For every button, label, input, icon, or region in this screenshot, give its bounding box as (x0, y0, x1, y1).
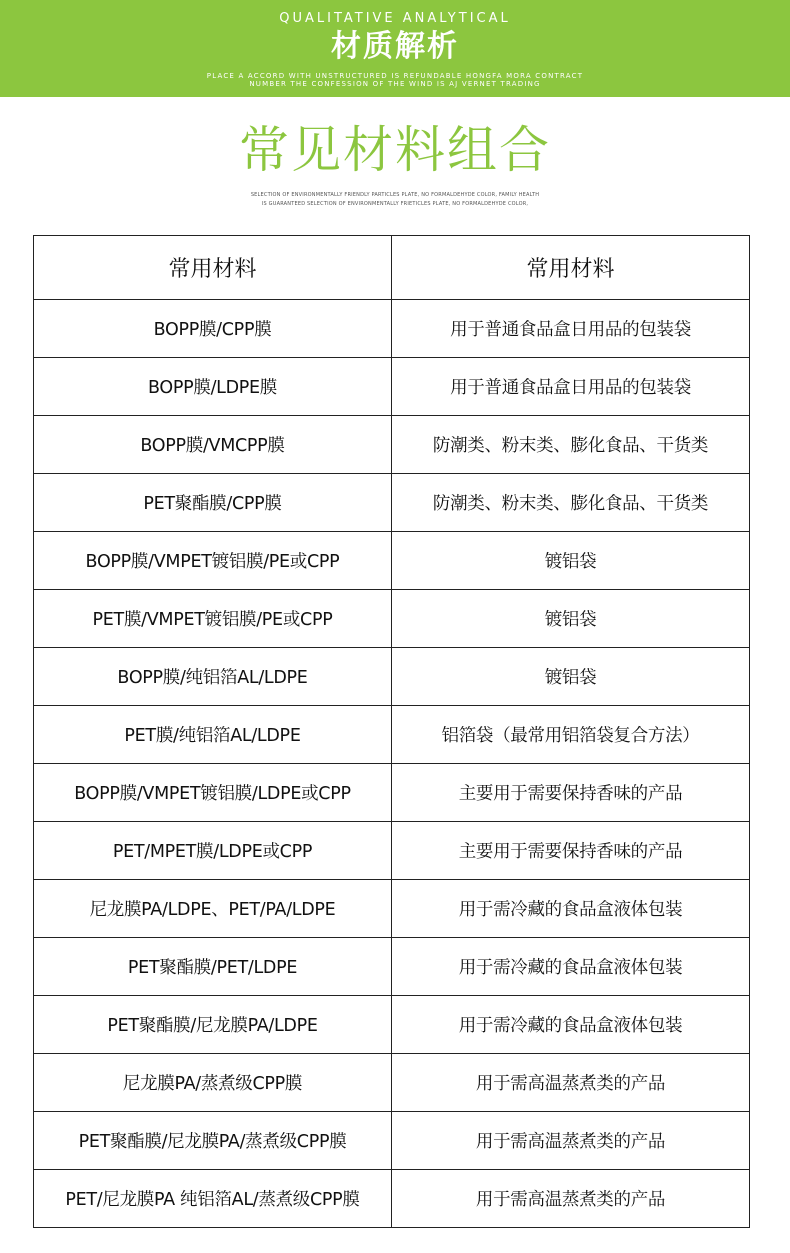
usage-cell: 用于普通食品盒日用品的包装袋 (392, 300, 750, 358)
material-cell: PET聚酯膜/尼龙膜PA/LDPE (34, 996, 392, 1054)
usage-cell: 用于需高温蒸煮类的产品 (392, 1112, 750, 1170)
usage-cell: 防潮类、粉末类、膨化食品、干货类 (392, 416, 750, 474)
column-header-material: 常用材料 (34, 236, 392, 300)
material-cell: BOPP膜/CPP膜 (34, 300, 392, 358)
usage-cell: 镀铝袋 (392, 532, 750, 590)
table-row (34, 1112, 750, 1170)
table-row (34, 996, 750, 1054)
table-row (34, 1170, 750, 1228)
banner-subtitle-line-2: NUMBER THE CONFESSION OF THE WIND IS AJ VERNET TRADING (249, 80, 541, 88)
header-banner (0, 0, 790, 97)
usage-cell: 用于需冷藏的食品盒液体包装 (392, 996, 750, 1054)
usage-cell: 用于需高温蒸煮类的产品 (392, 1170, 750, 1228)
material-cell: PET/尼龙膜PA 纯铝箔AL/蒸煮级CPP膜 (34, 1170, 392, 1228)
table-row (34, 358, 750, 416)
usage-cell: 铝箔袋（最常用铝箔袋复合方法） (392, 706, 750, 764)
usage-cell: 主要用于需要保持香味的产品 (392, 764, 750, 822)
materials-table (33, 235, 750, 1228)
usage-cell: 防潮类、粉末类、膨化食品、干货类 (392, 474, 750, 532)
material-cell: PET聚酯膜/尼龙膜PA/蒸煮级CPP膜 (34, 1112, 392, 1170)
material-cell: 尼龙膜PA/蒸煮级CPP膜 (34, 1054, 392, 1112)
banner-chinese-title: 材质解析 (331, 29, 459, 64)
table-row (34, 648, 750, 706)
section-title: 常见材料组合 (239, 121, 551, 179)
material-cell: PET聚酯膜/PET/LDPE (34, 938, 392, 996)
material-cell: PET膜/纯铝箔AL/LDPE (34, 706, 392, 764)
material-cell: BOPP膜/纯铝箔AL/LDPE (34, 648, 392, 706)
table-row (34, 938, 750, 996)
table-row (34, 764, 750, 822)
usage-cell: 用于需冷藏的食品盒液体包装 (392, 938, 750, 996)
material-cell: PET/MPET膜/LDPE或CPP (34, 822, 392, 880)
usage-cell: 用于普通食品盒日用品的包装袋 (392, 358, 750, 416)
banner-english-title: QUALITATIVE ANALYTICAL (279, 11, 511, 26)
usage-cell: 主要用于需要保持香味的产品 (392, 822, 750, 880)
material-cell: BOPP膜/VMCPP膜 (34, 416, 392, 474)
table-row (34, 706, 750, 764)
material-cell: BOPP膜/VMPET镀铝膜/LDPE或CPP (34, 764, 392, 822)
material-cell: PET膜/VMPET镀铝膜/PE或CPP (34, 590, 392, 648)
table-row (34, 532, 750, 590)
table-row (34, 590, 750, 648)
table-row (34, 822, 750, 880)
table-row (34, 1054, 750, 1112)
section-caption-line-2: IS GUARANTEED SELECTION OF ENVIRONMENTALLY FRIETICLES PLATE, NO FORMALDEHYDE COLOR, (261, 201, 529, 207)
material-cell: BOPP膜/VMPET镀铝膜/PE或CPP (34, 532, 392, 590)
material-cell: 尼龙膜PA/LDPE、PET/PA/LDPE (34, 880, 392, 938)
table-row (34, 474, 750, 532)
usage-cell: 镀铝袋 (392, 590, 750, 648)
section-caption-line-1: SELECTION OF ENVIRONMENTALLY FRIENDLY PARTICLES PLATE, NO FORMALDEHYDE COLOR, FAMILY HEALTH (250, 192, 540, 198)
table-row (34, 300, 750, 358)
banner-subtitle-line-1: PLACE A ACCORD WITH UNSTRUCTURED IS REFUNDABLE HONGFA MORA CONTRACT (206, 72, 584, 80)
material-cell: PET聚酯膜/CPP膜 (34, 474, 392, 532)
table-row (34, 416, 750, 474)
usage-cell: 用于需高温蒸煮类的产品 (392, 1054, 750, 1112)
column-header-usage: 常用材料 (392, 236, 750, 300)
usage-cell: 镀铝袋 (392, 648, 750, 706)
material-cell: BOPP膜/LDPE膜 (34, 358, 392, 416)
table-header-row (34, 236, 750, 300)
usage-cell: 用于需冷藏的食品盒液体包装 (392, 880, 750, 938)
table-row (34, 880, 750, 938)
